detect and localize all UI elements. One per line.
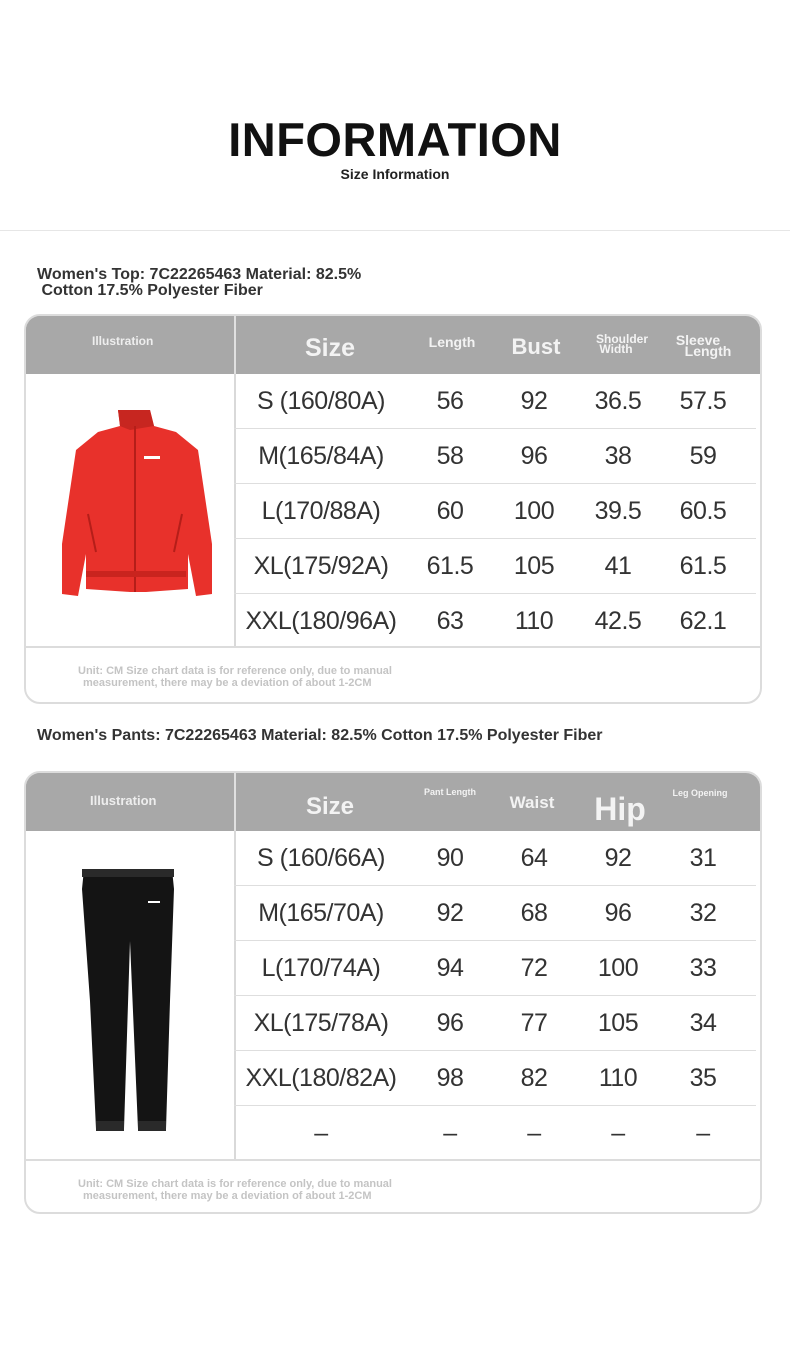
top-table-header [26,316,762,374]
top-description-line2: Cotton 17.5% Polyester Fiber [37,282,263,299]
size-cell: XXL(180/96A) [245,607,397,635]
bust-cell: 110 [514,607,554,635]
bust-cell: 100 [513,497,555,525]
table-row [234,429,756,484]
shoulder-cell: 38 [604,442,632,470]
leg-opening-cell: 34 [689,1009,717,1037]
top-size-table [24,314,762,704]
bust-cell: 105 [513,552,555,580]
pants-image [26,831,234,1159]
top-header-sleeve-line1: Sleeve [675,332,721,348]
leg-opening-cell: 32 [689,899,717,927]
top-note-line2: measurement, there may be a deviation of about 1-2CM [83,677,372,689]
top-illustration-cell [26,374,236,646]
top-header-size: Size [304,334,356,362]
table-row [234,594,756,648]
top-illustration-header [26,316,236,374]
top-header-sleeve-length [662,332,746,359]
top-header-bust: Bust [511,334,561,359]
pants-table-header [26,773,762,831]
pants-table-note [26,1159,762,1214]
sleeve-cell: 60.5 [679,497,727,525]
size-cell: L(170/74A) [261,954,381,982]
pants-note-line1: Unit: CM Size chart data is for reference only, due to manual [78,1178,392,1190]
pants-illustration-header [26,773,236,831]
top-table-note [26,646,762,704]
pants-header-leg-opening: Leg Opening [672,788,728,798]
pants-description: Women's Pants: 7C22265463 Material: 82.5% Cotton 17.5% Polyester Fiber [37,727,603,744]
shoulder-cell: 42.5 [594,607,642,635]
top-header-sleeve-line2: Length [684,343,732,359]
pants-note-line2: measurement, there may be a deviation of about 1-2CM [83,1190,372,1202]
hip-cell: – [611,1119,625,1147]
pants-header-waist: Waist [509,793,555,812]
leg-opening-cell: 35 [689,1064,717,1092]
size-cell: M(165/84A) [258,442,384,470]
hip-cell: 100 [597,954,639,982]
pants-size-table [24,771,762,1214]
length-cell: 61.5 [426,552,474,580]
shoulder-cell: 39.5 [594,497,642,525]
length-cell: 58 [436,442,464,470]
top-header-shoulder-line2: Width [599,342,633,356]
size-cell: XL(175/92A) [253,552,389,580]
pant-length-cell: – [443,1119,457,1147]
table-row [234,941,756,996]
size-cell: XL(175/78A) [253,1009,389,1037]
pants-illustration-cell [26,831,236,1159]
jacket-image [26,374,234,646]
sleeve-cell: 57.5 [679,387,727,415]
size-cell: S (160/66A) [257,844,385,872]
hip-cell: 105 [597,1009,639,1037]
pant-length-cell: 98 [436,1064,464,1092]
pant-length-cell: 94 [436,954,464,982]
size-cell: M(165/70A) [258,899,384,927]
waist-cell: 72 [520,954,548,982]
shoulder-cell: 36.5 [594,387,642,415]
waist-cell: 68 [520,899,548,927]
size-cell: – [314,1119,328,1147]
table-row [234,831,756,886]
length-cell: 63 [436,607,464,635]
top-header-length: Length [428,334,476,350]
pant-length-cell: 96 [436,1009,464,1037]
table-row [234,996,756,1051]
page-subtitle: Size Information [340,166,450,182]
size-cell: S (160/80A) [257,387,385,415]
sleeve-cell: 59 [689,442,717,470]
pant-length-cell: 92 [436,899,464,927]
top-note-line1: Unit: CM Size chart data is for reference only, due to manual [78,665,392,677]
pants-header-size: Size [305,793,355,820]
pants-header-pant-length: Pant Length [424,787,476,797]
table-row [234,1106,756,1160]
header-divider [0,230,790,231]
pants-illustration-label: Illustration [90,793,157,808]
top-header-shoulder-line1: Shoulder [595,332,648,346]
leg-opening-cell: 31 [689,844,717,872]
hip-cell: 110 [598,1064,638,1092]
size-cell: L(170/88A) [261,497,381,525]
page-header [0,0,790,230]
waist-cell: 77 [520,1009,548,1037]
pants-header-hip: Hip [594,791,646,827]
leg-opening-cell: 33 [689,954,717,982]
page-title: INFORMATION [228,113,562,166]
sleeve-cell: 62.1 [679,607,727,635]
hip-cell: 96 [604,899,632,927]
top-illustration-label: Illustration [92,334,154,348]
table-row [234,886,756,941]
waist-cell: 82 [520,1064,548,1092]
table-row [234,539,756,594]
hip-cell: 92 [604,844,632,872]
top-description-line1: Women's Top: 7C22265463 Material: 82.5% [37,266,362,283]
sleeve-cell: 61.5 [679,552,727,580]
waist-cell: – [527,1119,541,1147]
bust-cell: 92 [520,387,548,415]
waist-cell: 64 [520,844,548,872]
bust-cell: 96 [520,442,548,470]
table-row [234,1051,756,1106]
shoulder-cell: 41 [604,552,632,580]
table-row [234,374,756,429]
size-cell: XXL(180/82A) [245,1064,397,1092]
length-cell: 60 [436,497,464,525]
pant-length-cell: 90 [436,844,464,872]
table-row [234,484,756,539]
length-cell: 56 [436,387,464,415]
leg-opening-cell: – [696,1119,710,1147]
